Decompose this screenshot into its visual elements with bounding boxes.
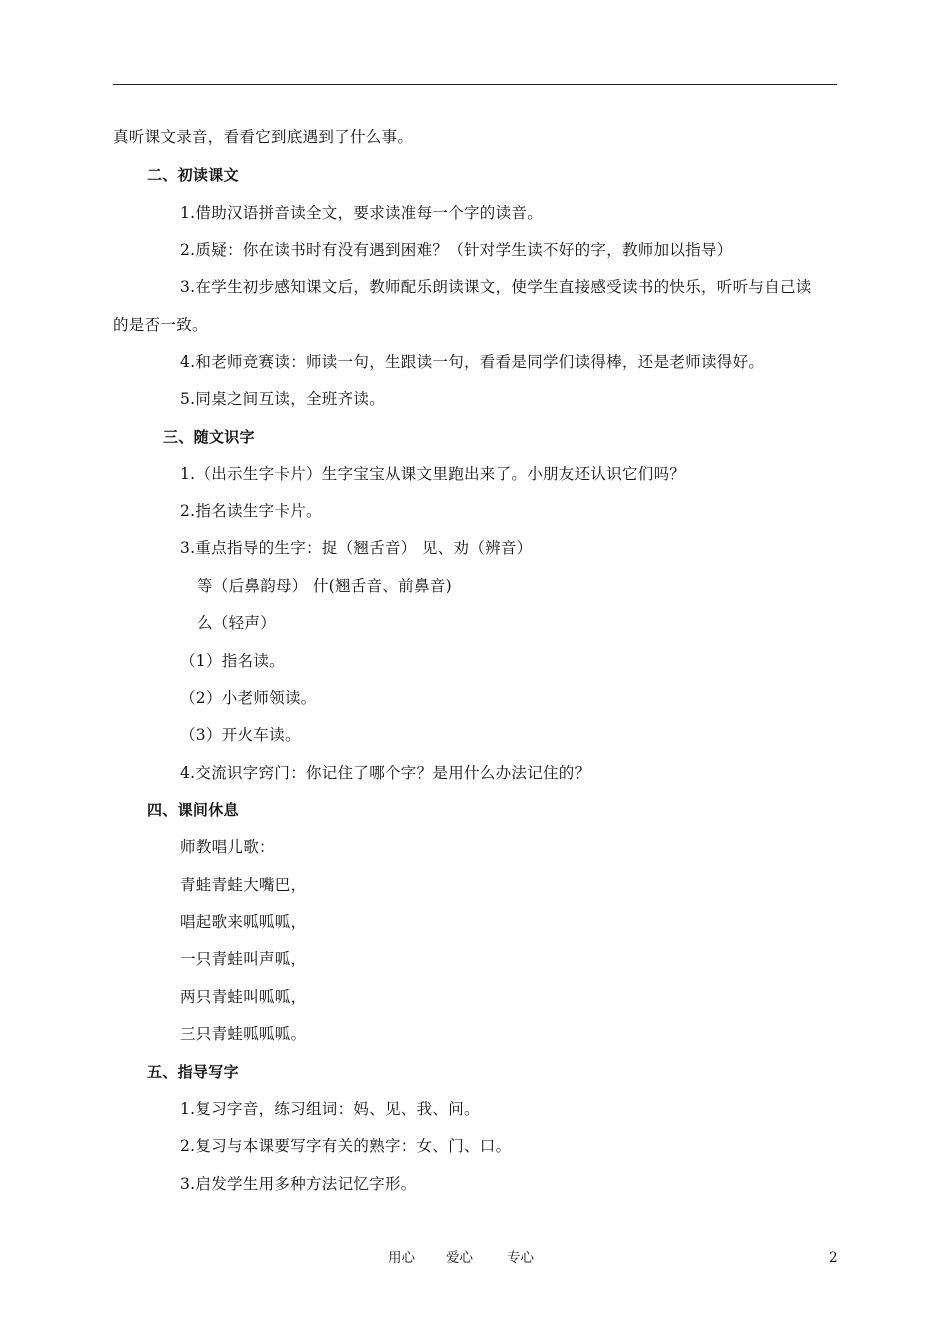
list-item: 3.重点指导的生字：捉（翘舌音） 见、劝（辨音） xyxy=(180,539,533,557)
list-item: 4.交流识字窍门：你记住了哪个字？是用什么办法记住的？ xyxy=(180,764,591,782)
song-line: 一只青蛙叫声呱， xyxy=(180,950,307,968)
footer-motto-1: 用心 xyxy=(388,1250,415,1266)
sub-list-item: （2）小老师领读。 xyxy=(180,689,317,707)
list-item: 1.（出示生字卡片）生字宝宝从课文里跑出来了。小朋友还认识它们吗？ xyxy=(180,465,686,483)
section-heading-literacy: 三、随文识字 xyxy=(163,428,255,446)
song-line: 唱起歌来呱呱呱， xyxy=(180,913,307,931)
section-heading-writing: 五、指导写字 xyxy=(147,1063,239,1081)
list-item: 2.质疑：你在读书时有没有遇到困难？（针对学生读不好的字，教师加以指导） xyxy=(180,241,733,259)
list-item: 3.启发学生用多种方法记忆字形。 xyxy=(180,1175,417,1193)
footer-motto-2: 爱心 xyxy=(446,1250,473,1266)
song-line: 两只青蛙叫呱呱， xyxy=(180,988,307,1006)
list-item: 5.同桌之间互读，全班齐读。 xyxy=(180,390,385,408)
list-item: 3.在学生初步感知课文后，教师配乐朗读课文，使学生直接感受读书的快乐，听听与自己读 xyxy=(180,278,812,296)
list-item: 1.借助汉语拼音读全文，要求读准每一个字的读音。 xyxy=(180,204,543,222)
list-item: 4.和老师竞赛读：师读一句，生跟读一句，看看是同学们读得棒，还是老师读得好。 xyxy=(180,353,765,371)
list-item: 2.复习与本课要写字有关的熟字：女、门、口。 xyxy=(180,1137,512,1155)
song-line: 青蛙青蛙大嘴巴， xyxy=(180,876,307,894)
list-item-continuation: 等（后鼻韵母） 什(翘舌音、前鼻音) xyxy=(197,577,452,595)
section-heading-break: 四、课间休息 xyxy=(147,801,239,819)
section-heading-first-reading: 二、初读课文 xyxy=(147,166,239,184)
sub-list-item: （1）指名读。 xyxy=(180,652,285,670)
song-line: 三只青蛙呱呱呱。 xyxy=(180,1025,307,1043)
list-item-continuation: 的是否一致。 xyxy=(113,316,208,334)
paragraph-continuation: 真听课文录音，看看它到底遇到了什么事。 xyxy=(113,128,414,146)
header-rule xyxy=(113,84,837,85)
song-intro: 师教唱儿歌： xyxy=(180,838,275,856)
list-item-continuation: 么（轻声） xyxy=(197,614,277,632)
list-item: 2.指名读生字卡片。 xyxy=(180,502,322,520)
page-number: 2 xyxy=(829,1250,838,1266)
sub-list-item: （3）开火车读。 xyxy=(180,726,301,744)
list-item: 1.复习字音，练习组词：妈、见、我、问。 xyxy=(180,1100,480,1118)
footer-motto-3: 专心 xyxy=(507,1250,534,1266)
